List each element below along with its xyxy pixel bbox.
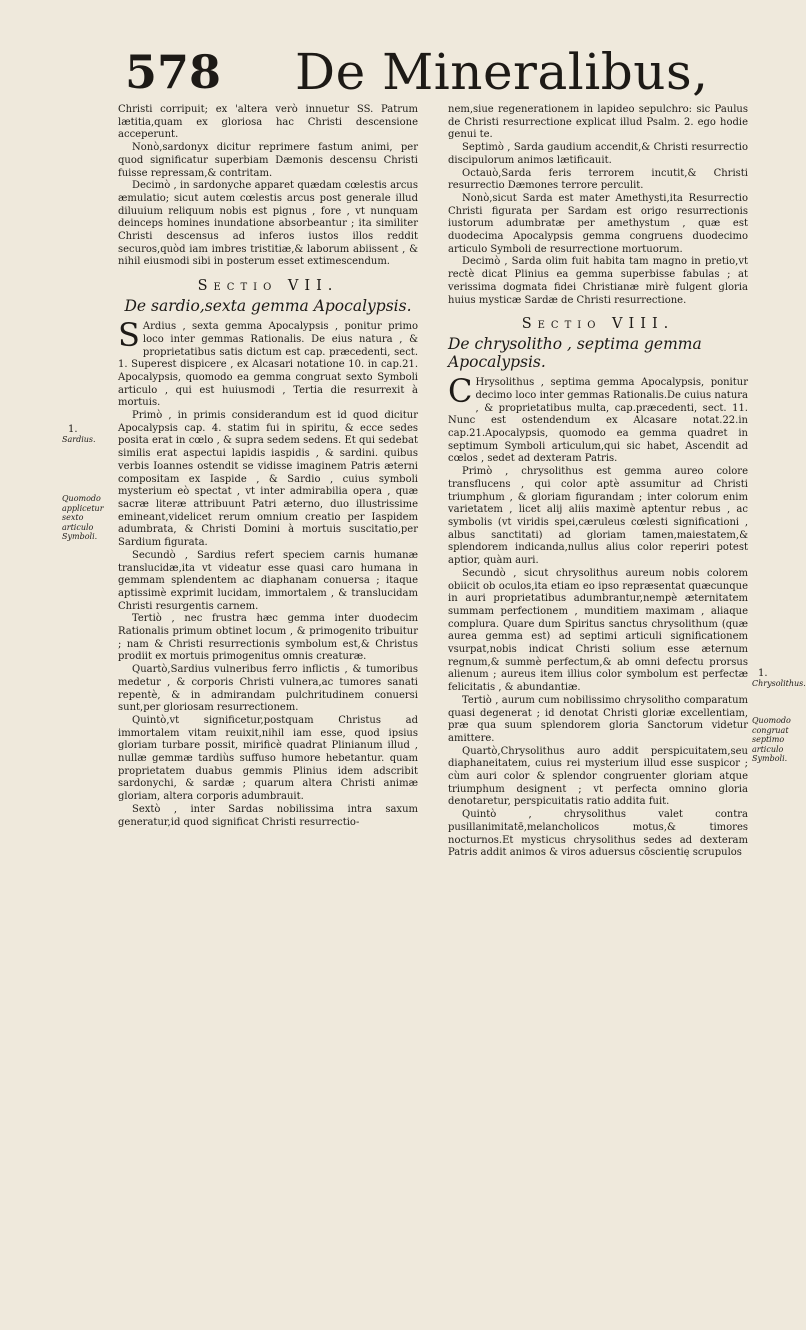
paragraph: Septimò , Sarda gaudium accendit,& Christi resurrectio discipulorum animos lætificauit.: [448, 142, 748, 166]
marginal-note-text: Quomodo congruat septimo articulo Symboli.: [752, 716, 791, 763]
running-title: De Mineralibus,: [295, 43, 709, 101]
section-title: De sardio,sexta gemma Apocalypsis.: [124, 297, 412, 316]
left-column: [118, 104, 418, 829]
marginal-note-number: 1.: [68, 424, 78, 435]
paragraph: Nonò,sardonyx dicitur reprimere fastum animi, per quod significatur superbiam Dæmonis descensu Christi fuisse repressam,& contritam.: [118, 142, 418, 179]
paragraph: Secundò , sicut chrysolithus aureum nobis colorem obiicit ob oculos,ita etiam eo ipso repræsentat quæcunque in auri proprietatibus adumbrantur,nempè æternitatem summam perfectionem , munditiem maximam , aliaque complura. Quare dum Spiritus sanctus chrysolithum (quæ aurea gemma est) ad septimi articuli significationem vsurpat,nobis indicat Christi solium esse æternum regnum,& summè perfectum,& ab omni defectu prorsus alienum ; aureus item illius color symbolum est perfectæ felicitatis , & abundantiæ.: [448, 567, 748, 694]
section-title: De chrysolitho , septima gemma Apocalypsis.: [448, 335, 702, 372]
marginal-note-text: Chrysolithus.: [752, 679, 806, 688]
marginal-note: [62, 424, 114, 445]
paragraph: Nonò,sicut Sarda est mater Amethysti,ita Resurrectio Christi figurata per Sardam est origo resurrectionis iustorum adumbratæ per amethystum , quæ est duodecima Apocalypsis gemma congruens duodecimo articulo Symboli de resurrectione mortuorum.: [448, 192, 748, 255]
page-number: 578: [125, 45, 222, 99]
right-column: [448, 104, 748, 860]
paragraph: Decimò , Sarda olim fuit habita tam magno in pretio,vt rectè dicat Plinius ea gemma superbisse fabulas ; at verissima dogmata fidei Christianæ mirè fulgent gloria huius mysticæ Sardæ de Christi resurrectione.: [448, 256, 748, 306]
paragraph: Primò , chrysolithus est gemma aureo colore transflucens , qui color aptè assumitur ad Christi triumphum , & gloriam figurandam ; inter colorum enim varietatem , licet alij aliis maximè aptentur rebus , ac symbolis (vt viridis spei,cæruleus cœlesti significationi , albus sanctitati) ad gloriam tamen,maiestatem,& splendorem indicanda,nullus alius color reperiri potest aptior, quàm auri.: [448, 466, 748, 567]
section-heading: Sectio VII.: [197, 278, 339, 295]
marginal-note: [752, 668, 806, 689]
paragraph: Sextò , inter Sardas nobilissima intra saxum generatur,id quod significat Christi resurrectio-: [118, 803, 418, 828]
paragraph: Tertiò , aurum cum nobilissimo chrysolitho comparatum quasi degenerat ; id denotat Christi gloriæ excellentiam, præ qua suum splendorem gloria Sanctorum videtur amittere.: [448, 694, 748, 744]
paragraph: CHrysolithus , septima gemma Apocalypsis, ponitur decimo loco inter gemmas Rationalis.De cuius natura , & proprietatibus multa, cap.præcedenti, sect. 11. Nunc est ostendendum ex Alcasare notat.22.in cap.21.Apocalypsis, quomodo ea gemma quadret in septimum Symboli articulum,qui sic habet, Ascendit ad cœlos , sedet ad dexteram Patris.: [448, 372, 748, 465]
running-head: [115, 42, 755, 102]
paragraph: Tertiò , nec frustra hæc gemma inter duodecim Rationalis primum obtinet locum , & primogenito tribuitur ; nam & Christi resurrectionis symbolum est,& Christus prodiit ex mortuis primogenitus omnis creaturæ.: [118, 613, 418, 663]
paragraph: Christi corripuit; ex 'altera verò innuetur SS. Patrum lætitia,quam ex gloriosa hac Christi descensione acceperunt.: [118, 104, 418, 141]
paragraph: Quintò , chrysolithus valet contra pusillanimitatē,melancholicos motus,& timores nocturnos.Et mysticus chrysolithus sedes ad dexteram Patris addit animos & viros aduersus cōscientię scrupulos: [448, 809, 748, 859]
marginal-note-number: 1.: [758, 668, 768, 679]
paragraph: Decimò , in sardonyche apparet quædam cœlestis arcus æmulatio; sicut autem cœlestis arcus post generale illud diluuium reliquum nobis est pignus , fore , vt nunquam deinceps homines inundatione absorbeantur ; ita similiter Christi descensus ad inferos iustos illos reddit securos,quòd iam imbres tristitiæ,& laborum abiissent , & nihil eiusmodi sibi in posterum esset extimescendum.: [118, 180, 418, 268]
marginal-note-text: Sardius.: [62, 435, 96, 444]
paragraph: Quintò,vt significetur,postquam Christus ad immortalem vitam reuixit,nihil iam esse, quod ipsius gloriam turbare possit, mirificè quadrat Plinianum illud , nullæ gemmæ tardiùs suffuso humore hebetantur. quam proprietatem duabus gemmis Plinius idem adscribit sardonychi, & sardæ ; quarum altera Christi animæ gloriam, altera corporis adumbrauit.: [118, 714, 418, 803]
marginal-note-text: Quomodo applicetur sexto articulo Symboli.: [62, 494, 104, 541]
marginal-note: [62, 494, 114, 542]
paragraph: Octauò,Sarda feris terrorem incutit,& Christi resurrectio Dæmones terrore perculit.: [448, 167, 748, 192]
paragraph: Secundò , Sardius refert speciem carnis humanæ translucidæ,ita vt videatur esse quasi caro humana in gemmam splendentem ac diaphanam conuersa ; itaque aptissimè exprimit lucidam, immortalem , & translucidam Christi resurgentis carnem.: [118, 549, 418, 612]
section-heading: Sectio VIII.: [521, 316, 675, 333]
paragraph: Quartò,Sardius vulneribus ferro inflictis , & tumoribus medetur , & corporis Christi vulnera,ac tumores sanati repentè, & in admirandam pulchritudinem conuersi sunt,per gloriosam resurrectionem.: [118, 664, 418, 714]
paragraph: Primò , in primis considerandum est id quod dicitur Apocalypsis cap. 4. statim fui in spiritu, & ecce sedes posita erat in cœlo , & supra sedem sedens. Et qui sedebat similis erat aspectui lapidis iaspidis , & sardini. quibus verbis Ioannes ostendit se vidisse imaginem Patris æterni compositam ex Iaspide , & Sardio , cuius symboli mysterium eò spectat , vt inter admirabilia opera , quæ sacræ literæ attribuunt Patri æterno, duo illustrissime emineant,videlicet rerum omnium creatio per Iaspidem adumbrata, & Christi Domini à mortuis suscitatio,per Sardium figurata.: [118, 410, 418, 549]
paragraph: Quartò,Chrysolithus auro addit perspicuitatem,seu diaphaneitatem, cuius rei mysterium illud esse suspicor ; cùm auri color & splendor congruenter gloriam atque triumphum designent ; vt perfecta omnino gloria denotaretur, perspicuitatis ratio addita fuit.: [448, 745, 748, 808]
paragraph: SArdius , sexta gemma Apocalypsis , ponitur primo loco inter gemmas Rationalis. De eius natura , & proprietatibus satis dictum est cap. præcedenti, sect. 1. Superest dispicere , ex Alcasari notatione 10. in cap.21. Apocalypsis, quomodo ea gemma congruat sexto Symboli articulo , qui est huiusmodi , Tertia die resurrexit à mortuis.: [118, 316, 418, 409]
paragraph: nem,siue regenerationem in lapideo sepulchro: sic Paulus de Christi resurrectione explicat illud Psalm. 2. ego hodie genui te.: [448, 104, 748, 141]
marginal-note: [752, 716, 798, 764]
